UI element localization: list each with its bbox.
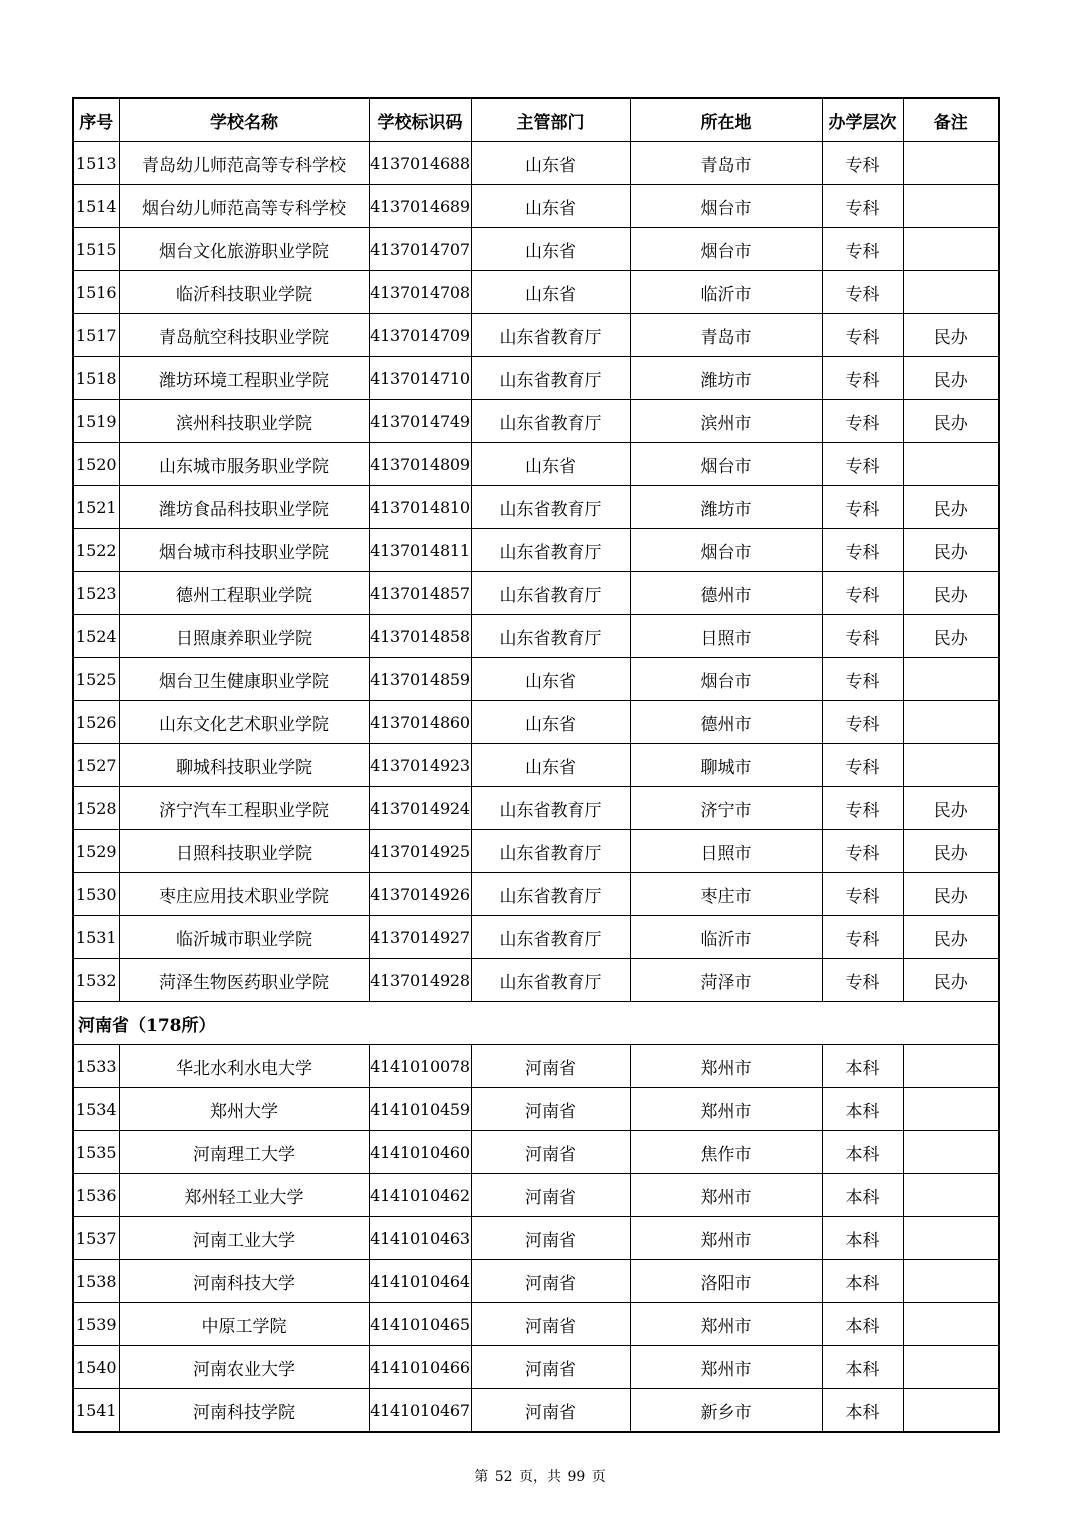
cell-location: 聊城市 [630,744,822,787]
cell-department: 河南省 [471,1303,630,1346]
cell-school-code: 4137014860 [369,701,471,744]
header-row [73,98,999,142]
cell-serial-number: 1518 [73,357,119,400]
cell-remarks: 民办 [903,572,999,615]
cell-location: 菏泽市 [630,959,822,1002]
cell-remarks: 民办 [903,615,999,658]
cell-serial-number: 1514 [73,185,119,228]
cell-remarks [903,1346,999,1389]
table-row [73,271,999,314]
cell-location: 郑州市 [630,1303,822,1346]
cell-department: 山东省 [471,658,630,701]
cell-school-code: 4141010462 [369,1174,471,1217]
cell-level: 专科 [822,916,903,959]
table-row [73,400,999,443]
cell-school-name: 日照科技职业学院 [119,830,369,873]
cell-department: 山东省教育厅 [471,400,630,443]
cell-department: 山东省 [471,185,630,228]
cell-location: 郑州市 [630,1217,822,1260]
cell-department: 山东省 [471,701,630,744]
header-department: 主管部门 [471,98,630,142]
cell-serial-number: 1520 [73,443,119,486]
cell-level: 本科 [822,1260,903,1303]
cell-department: 河南省 [471,1217,630,1260]
cell-school-code: 4141010464 [369,1260,471,1303]
cell-serial-number: 1534 [73,1088,119,1131]
table-row [73,1389,999,1433]
cell-location: 郑州市 [630,1045,822,1088]
cell-location: 烟台市 [630,658,822,701]
cell-serial-number: 1537 [73,1217,119,1260]
cell-department: 山东省 [471,142,630,185]
cell-remarks: 民办 [903,873,999,916]
cell-location: 烟台市 [630,529,822,572]
cell-school-name: 华北水利水电大学 [119,1045,369,1088]
cell-location: 洛阳市 [630,1260,822,1303]
cell-remarks: 民办 [903,529,999,572]
cell-serial-number: 1535 [73,1131,119,1174]
cell-school-name: 潍坊食品科技职业学院 [119,486,369,529]
cell-location: 德州市 [630,572,822,615]
table-row [73,185,999,228]
cell-serial-number: 1529 [73,830,119,873]
cell-school-code: 4137014710 [369,357,471,400]
header-school-code: 学校标识码 [369,98,471,142]
cell-school-code: 4137014811 [369,529,471,572]
cell-serial-number: 1538 [73,1260,119,1303]
cell-school-code: 4137014707 [369,228,471,271]
cell-level: 专科 [822,615,903,658]
cell-school-code: 4137014709 [369,314,471,357]
cell-level: 本科 [822,1303,903,1346]
cell-level: 本科 [822,1131,903,1174]
cell-level: 专科 [822,529,903,572]
table-header [73,98,999,142]
table-row [73,1045,999,1088]
cell-serial-number: 1516 [73,271,119,314]
header-remarks: 备注 [903,98,999,142]
cell-remarks [903,1260,999,1303]
cell-serial-number: 1536 [73,1174,119,1217]
cell-school-name: 河南理工大学 [119,1131,369,1174]
cell-location: 滨州市 [630,400,822,443]
cell-remarks [903,744,999,787]
table-row [73,1260,999,1303]
cell-school-code: 4141010460 [369,1131,471,1174]
cell-school-name: 河南科技大学 [119,1260,369,1303]
cell-serial-number: 1530 [73,873,119,916]
cell-school-name: 菏泽生物医药职业学院 [119,959,369,1002]
cell-department: 山东省教育厅 [471,615,630,658]
table-row [73,787,999,830]
table-row [73,1303,999,1346]
cell-level: 专科 [822,787,903,830]
cell-department: 山东省教育厅 [471,787,630,830]
cell-department: 山东省 [471,271,630,314]
cell-level: 专科 [822,443,903,486]
cell-location: 临沂市 [630,916,822,959]
cell-school-name: 济宁汽车工程职业学院 [119,787,369,830]
cell-department: 河南省 [471,1088,630,1131]
cell-remarks [903,658,999,701]
cell-remarks: 民办 [903,959,999,1002]
cell-school-code: 4137014927 [369,916,471,959]
cell-remarks [903,1088,999,1131]
cell-remarks [903,1303,999,1346]
cell-school-code: 4137014858 [369,615,471,658]
cell-school-code: 4137014857 [369,572,471,615]
cell-school-name: 烟台文化旅游职业学院 [119,228,369,271]
school-list-table [72,97,1000,1433]
header-serial-number: 序号 [73,98,119,142]
cell-department: 山东省教育厅 [471,873,630,916]
cell-school-name: 潍坊环境工程职业学院 [119,357,369,400]
cell-school-code: 4137014688 [369,142,471,185]
cell-serial-number: 1523 [73,572,119,615]
cell-location: 郑州市 [630,1088,822,1131]
cell-school-name: 临沂城市职业学院 [119,916,369,959]
table-row [73,830,999,873]
cell-level: 专科 [822,744,903,787]
table-row [73,744,999,787]
table-row [73,873,999,916]
cell-school-name: 烟台卫生健康职业学院 [119,658,369,701]
cell-school-code: 4141010466 [369,1346,471,1389]
cell-department: 河南省 [471,1346,630,1389]
cell-location: 烟台市 [630,443,822,486]
table-row [73,1217,999,1260]
cell-location: 枣庄市 [630,873,822,916]
cell-school-name: 聊城科技职业学院 [119,744,369,787]
cell-level: 专科 [822,701,903,744]
cell-school-code: 4137014749 [369,400,471,443]
cell-school-code: 4137014926 [369,873,471,916]
cell-serial-number: 1540 [73,1346,119,1389]
cell-remarks: 民办 [903,916,999,959]
table-row [73,1131,999,1174]
cell-school-name: 郑州大学 [119,1088,369,1131]
cell-school-name: 河南农业大学 [119,1346,369,1389]
cell-location: 新乡市 [630,1389,822,1433]
cell-serial-number: 1519 [73,400,119,443]
cell-level: 本科 [822,1389,903,1433]
cell-school-name: 河南工业大学 [119,1217,369,1260]
cell-location: 郑州市 [630,1174,822,1217]
cell-department: 山东省教育厅 [471,959,630,1002]
cell-remarks [903,443,999,486]
table-row [73,486,999,529]
page-footer: 第 52 页，共 99 页 [474,1469,606,1485]
cell-serial-number: 1533 [73,1045,119,1088]
cell-remarks [903,228,999,271]
cell-serial-number: 1525 [73,658,119,701]
cell-location: 临沂市 [630,271,822,314]
cell-level: 专科 [822,400,903,443]
cell-school-code: 4137014689 [369,185,471,228]
cell-location: 日照市 [630,615,822,658]
cell-department: 山东省教育厅 [471,916,630,959]
cell-location: 济宁市 [630,787,822,830]
cell-school-name: 青岛幼儿师范高等专科学校 [119,142,369,185]
cell-level: 专科 [822,357,903,400]
province-section-title: 河南省（178所） [73,1002,999,1045]
cell-remarks: 民办 [903,400,999,443]
table-row [73,1346,999,1389]
cell-department: 山东省 [471,228,630,271]
cell-serial-number: 1522 [73,529,119,572]
table-row [73,142,999,185]
table-row [73,357,999,400]
cell-remarks [903,701,999,744]
cell-serial-number: 1527 [73,744,119,787]
table-row [73,658,999,701]
cell-department: 山东省教育厅 [471,529,630,572]
cell-school-code: 4137014923 [369,744,471,787]
cell-remarks [903,1174,999,1217]
cell-department: 河南省 [471,1131,630,1174]
cell-serial-number: 1532 [73,959,119,1002]
table-row [73,1174,999,1217]
cell-school-name: 枣庄应用技术职业学院 [119,873,369,916]
cell-school-code: 4141010459 [369,1088,471,1131]
cell-serial-number: 1526 [73,701,119,744]
cell-level: 本科 [822,1174,903,1217]
cell-school-name: 烟台城市科技职业学院 [119,529,369,572]
cell-remarks [903,271,999,314]
cell-remarks: 民办 [903,357,999,400]
cell-department: 河南省 [471,1260,630,1303]
cell-school-code: 4137014708 [369,271,471,314]
cell-location: 德州市 [630,701,822,744]
cell-school-name: 山东文化艺术职业学院 [119,701,369,744]
cell-department: 山东省教育厅 [471,830,630,873]
cell-department: 山东省 [471,443,630,486]
cell-school-name: 滨州科技职业学院 [119,400,369,443]
province-section-row [73,1002,999,1045]
cell-school-name: 临沂科技职业学院 [119,271,369,314]
cell-level: 专科 [822,572,903,615]
cell-serial-number: 1521 [73,486,119,529]
cell-school-code: 4141010078 [369,1045,471,1088]
cell-level: 专科 [822,959,903,1002]
table-row [73,443,999,486]
cell-location: 日照市 [630,830,822,873]
cell-school-code: 4137014810 [369,486,471,529]
table-row [73,572,999,615]
table-row [73,701,999,744]
cell-serial-number: 1528 [73,787,119,830]
cell-level: 专科 [822,271,903,314]
cell-remarks [903,142,999,185]
cell-level: 专科 [822,228,903,271]
cell-school-code: 4137014924 [369,787,471,830]
table-row [73,1088,999,1131]
cell-level: 专科 [822,185,903,228]
cell-remarks: 民办 [903,314,999,357]
cell-school-code: 4137014925 [369,830,471,873]
cell-remarks: 民办 [903,486,999,529]
table-row [73,959,999,1002]
cell-school-code: 4141010467 [369,1389,471,1433]
cell-school-name: 青岛航空科技职业学院 [119,314,369,357]
cell-serial-number: 1513 [73,142,119,185]
cell-remarks [903,1045,999,1088]
header-location: 所在地 [630,98,822,142]
cell-school-name: 中原工学院 [119,1303,369,1346]
cell-level: 专科 [822,314,903,357]
cell-location: 潍坊市 [630,486,822,529]
cell-serial-number: 1531 [73,916,119,959]
cell-school-name: 烟台幼儿师范高等专科学校 [119,185,369,228]
cell-school-name: 日照康养职业学院 [119,615,369,658]
cell-serial-number: 1517 [73,314,119,357]
cell-school-code: 4137014809 [369,443,471,486]
cell-school-code: 4141010465 [369,1303,471,1346]
cell-level: 专科 [822,486,903,529]
cell-serial-number: 1524 [73,615,119,658]
cell-level: 本科 [822,1088,903,1131]
cell-department: 山东省 [471,744,630,787]
cell-school-name: 德州工程职业学院 [119,572,369,615]
cell-school-name: 山东城市服务职业学院 [119,443,369,486]
cell-level: 本科 [822,1346,903,1389]
cell-department: 河南省 [471,1389,630,1433]
cell-level: 专科 [822,658,903,701]
cell-school-code: 4137014928 [369,959,471,1002]
cell-serial-number: 1541 [73,1389,119,1433]
table-row [73,529,999,572]
cell-level: 专科 [822,873,903,916]
cell-location: 焦作市 [630,1131,822,1174]
table-row [73,228,999,271]
table-row [73,916,999,959]
cell-remarks [903,185,999,228]
cell-school-name: 郑州轻工业大学 [119,1174,369,1217]
cell-department: 山东省教育厅 [471,572,630,615]
cell-department: 河南省 [471,1174,630,1217]
cell-serial-number: 1515 [73,228,119,271]
cell-department: 山东省教育厅 [471,357,630,400]
cell-serial-number: 1539 [73,1303,119,1346]
cell-level: 本科 [822,1217,903,1260]
cell-school-name: 河南科技学院 [119,1389,369,1433]
header-school-name: 学校名称 [119,98,369,142]
cell-school-code: 4137014859 [369,658,471,701]
cell-location: 青岛市 [630,142,822,185]
cell-remarks [903,1217,999,1260]
cell-remarks [903,1389,999,1433]
cell-remarks: 民办 [903,787,999,830]
cell-remarks: 民办 [903,830,999,873]
cell-school-code: 4141010463 [369,1217,471,1260]
table-row [73,615,999,658]
cell-location: 烟台市 [630,228,822,271]
cell-department: 山东省教育厅 [471,486,630,529]
cell-location: 郑州市 [630,1346,822,1389]
cell-location: 潍坊市 [630,357,822,400]
cell-department: 河南省 [471,1045,630,1088]
cell-level: 专科 [822,830,903,873]
table-body [73,142,999,1433]
cell-remarks [903,1131,999,1174]
cell-department: 山东省教育厅 [471,314,630,357]
cell-location: 烟台市 [630,185,822,228]
cell-location: 青岛市 [630,314,822,357]
header-level: 办学层次 [822,98,903,142]
cell-level: 专科 [822,142,903,185]
cell-level: 本科 [822,1045,903,1088]
table-row [73,314,999,357]
